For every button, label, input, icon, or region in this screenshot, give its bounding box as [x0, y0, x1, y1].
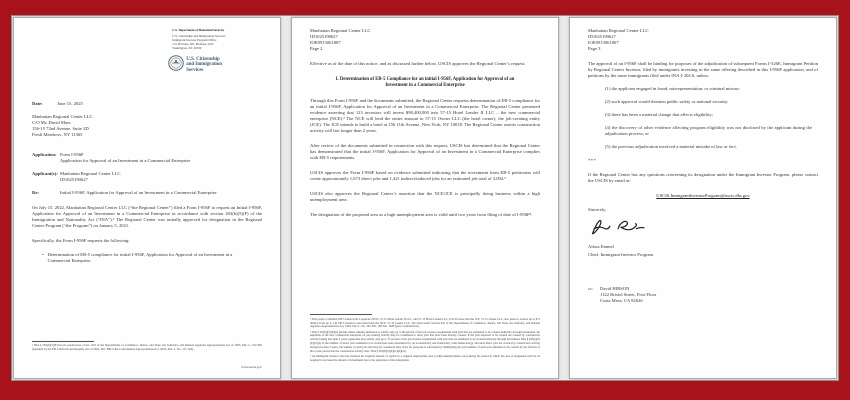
body-paragraph: After review of the documents submitted in connection with this request, USCIS has determined that the Regional Center has demonstrated that the initial I-956F, Application for Approval of an Investment in a Commercial Enterprise complies with EB-5 requirements.	[310, 143, 540, 160]
agency-line: Immigrant Investor Program Office	[172, 37, 217, 42]
date-label: Date:	[32, 100, 43, 106]
contact-paragraph: If the Regional Center has any questions concerning its designation under the Immigrant Investor Program, please contact the USCIS by email at:	[588, 172, 818, 183]
agency-line: U.S. Citizenship and Immigration Services	[172, 33, 226, 38]
list-item: (4) the discovery of other evidence affecting program eligibility was not disclosed by the applicant during the adjudication process; or	[605, 125, 812, 136]
body-paragraph: USCIS approves the Form I-956F based on evidence submitted indicating that the investment from EB-5 petitioners will create approximately 1,673 direct jobs and 1,421 indirect/induced jobs for an estimated job total of 3,094.³	[310, 170, 540, 181]
recipient-address-block	[32, 114, 262, 138]
body-paragraph: The designation of the proposed area as a high unemployment area is valid until two years from filing of date of I-956F⁴.	[310, 212, 533, 217]
bullet-marker: •	[42, 251, 44, 257]
agency-address-block	[172, 28, 262, 50]
agency-line: Washington, DC 20529	[172, 45, 202, 50]
list-item: (2) such approval would threaten public safety or national security;	[605, 99, 729, 104]
body-paragraph: The approval of an I-956F shall be binding for purposes of the adjudication of subsequent Forms I-526E, Immigrant Petition by Regional Center Investor, filed by immigrants investing in the same offering described in this I-956F application, and of petitions by the same immigrants filed under INA § 204.6, unless:	[588, 61, 818, 78]
website-footer: www.uscis.gov	[241, 365, 262, 369]
uscis-logo-text: U.S. Citizenship and Immigration Services	[186, 57, 222, 73]
list-item: (3) there has been a material change that affects eligibility;	[605, 112, 713, 117]
page-header-line: Manhattan Regional Center LLC	[310, 28, 371, 33]
page-header-block	[310, 28, 540, 52]
section-heading: I. Determination of EB-5 Compliance for an initial I-956F, Application for Approval of an Investment in a Commercial Enterprise	[335, 77, 515, 88]
page-header-line: Page 3	[588, 46, 601, 51]
field-re	[32, 190, 262, 196]
recipient-line: Manhattan Regional Center LLC	[32, 113, 93, 119]
letter-page-2	[291, 17, 559, 379]
field-value: Form I-956F Application for Approval of an Investment in a Commercial Enterprise	[60, 151, 191, 163]
signer-title: Chief, Immigrant Investor Program	[588, 252, 654, 257]
page-header-block	[588, 28, 818, 52]
recipient-line: Fresh Meadows, NY 11365	[32, 131, 83, 137]
cc-lines	[600, 286, 656, 304]
page-header-line: ID1025190627	[588, 34, 616, 39]
field-label: Application:	[32, 151, 57, 157]
recipient-line: 156-15 72nd Avenue, Suite 2D	[32, 125, 89, 131]
agency-line: 131 M Street, NE, Mailstop 2235	[172, 41, 214, 46]
asterisk-separator: ***	[588, 158, 597, 163]
footnote: ³ INA § 203(b)(5)(E)(ii) permits aliens seeking admission to satisfy only up to 90 percent of the job creation requirement with jobs that are estimated to be created indirectly through investment. An emphasis of the new commercial enterprise on job-creating activity may be considered to show jobs that have been directly created. If the jobs expected to be created are created by construction activity lasting less than 2 years, applicants may satisfy only up to 75 percent of the job creation requirement with jobs that are estimated to be created indirectly through investment. INA § 203(b)(5)(E)(iv)(I). If the number of direct jobs estimated to be created has been determined by an economically and statistically valid methodology, and such direct jobs are created by construction activity lasting less than 2 years, the number of such jobs that may be considered direct jobs for purposes is calculated by multiplying the total number of such jobs estimated to be created by the fraction of the 2-year period that the construction activity lasts. INA § 203(b)(5)(E)(iv)(II)(aa).	[310, 329, 540, 353]
cc-line: David HIRSON	[600, 286, 630, 291]
footnote: ¹ INA § 203(b)(5)(F) has its predecessor at Sec. 610 of the Departments of Commerce, Justice, and State, the Judiciary, and Related Agencies Appropriations Act of 1993, Pub. L. 102-395 (repealed by the EB-5 Reform and Integrity Act of 2022, Div. BB of the Consolidated Appropriations Act, 2022, Pub. L. No. 117-103).	[32, 341, 262, 352]
closing-salutation: Sincerely,	[588, 207, 607, 212]
uscis-seal-icon	[168, 55, 184, 76]
cc-line: 1122 Bristol Street, First Floor	[600, 292, 657, 297]
body-paragraph: Specifically, the Form I-956F requests the following:	[32, 237, 130, 243]
signer-name: Alissa Emmel	[588, 244, 614, 249]
page-header-line: IOE0913061807	[310, 40, 341, 45]
reference-fields	[32, 152, 262, 196]
cc-block	[588, 286, 818, 304]
field-label: Applicant(s):	[32, 170, 58, 176]
footnotes-block	[310, 314, 540, 364]
email-line	[588, 193, 818, 198]
letter-page-1	[13, 17, 281, 379]
list-item: (1) the applicant engaged in fraud, misrepresentation, or criminal misuse;	[605, 86, 740, 91]
page-header-line: ID1025190627	[310, 34, 338, 39]
list-item: (5) the previous adjudication involved a material mistake of law or fact.	[605, 144, 737, 149]
cc-line: Costa Mesa, CA 92626	[600, 298, 643, 303]
pages-board	[11, 15, 839, 381]
bullet-item	[32, 252, 262, 264]
body-paragraph: Through this Form I-956F and the documents submitted, the Regional Center requests determination of EB-5 compliance for an initial I-956F, Application for Approval of an Investment in a Commercial Enterprise. The Regional Center presented evidence asserting that 123 investors will invest $98,400,000 into 57-15 Hotel Lender II LLC – the new commercial enterprise (NCE).² The NCE will lend the entire amount to 57-15 Owner LLC (the hotel owner), the job-creating entity (JCE). The JCE intends to build a hotel at 156 11th Avenue, New York, NY 10018. The Regional Center asserts construction activity will last longer than 2 years.	[310, 98, 540, 133]
email-link[interactable]: USCIS.ImmigrantInvestorProgram@uscis.dhs.gov	[656, 193, 750, 198]
agency-dept-line: U.S. Department of Homeland Security	[172, 28, 225, 32]
field-applicant	[32, 171, 262, 183]
field-label: Re:	[32, 189, 39, 195]
field-value: Manhattan Regional Center LLC ID1025190627	[60, 170, 121, 182]
page-header-line: Manhattan Regional Center LLC	[588, 28, 649, 33]
conditions-list	[588, 86, 818, 150]
field-application	[32, 152, 262, 164]
uscis-logo	[168, 55, 262, 76]
footnote: ⁴ An immigrant investor who has invested the required amount of capital in a targeted employment area (a high unemployment area) during the period in which the area is designated will not be required to increase the amount of investment due to the expiration of the designation.	[310, 353, 540, 362]
cc-label: cc:	[588, 286, 594, 291]
date-row	[32, 101, 262, 106]
recipient-line: C/O Mr. David Marx	[32, 119, 71, 125]
date-value: June 15, 2025	[57, 100, 83, 106]
body-paragraph: Effective as of the date of this notice, and as discussed further below, USCIS approves the Regional Center’s request.	[310, 61, 526, 66]
field-value: Initial I-956F, Application for Approval of an Investment in a Commercial Enterprise	[60, 189, 217, 195]
bullet-text: Determination of EB-5 compliance for initial I-956F, Application for Approval of an Investment in a Commercial Enterprise.	[47, 251, 233, 263]
body-paragraph: USCIS also approves the Regional Center’s assertion that the NCE/JCE is principally doing business within a high unemployment area.	[310, 191, 540, 202]
body-paragraph: On July 15, 2022, Manhattan Regional Center LLC (“the Regional Center”) filed a Form I-956F to request an Initial I-956F, Application for Approval of an Investment in a Commercial Enterprise in accordance with section 203(b)(5)(F) of the Immigration and Nationality Act (“INA”).¹ The Regional Center was initially approved for designation in the Regional Center Program (“the Program”) on January 5, 2021.	[32, 204, 262, 228]
signature-image	[590, 217, 818, 242]
letter-page-3	[569, 17, 837, 379]
page-header-line: IOE0913061807	[588, 40, 619, 45]
page-header-line: Page 2	[310, 46, 323, 51]
footnote: ² This project combines EB-5 funds from 2 separate NCEs: 57-15 Hotel Lender II LLC, and 57-15 Hotel Lender LLC. USCIS notes that the JCE, 57-15 Owner LLC, also plans to receive up to $71 million from up to 142 EB-5 investors associated with the NCE, 57-15 Lender LLC, who filed under Section 610 of the Departments of Commerce, Justice, and State, the Judiciary, and Related Agencies Appropriations Act, 1993, Pub. L. No. 102-395, 106 Stat. 1828 (prior consideration).	[310, 316, 540, 329]
